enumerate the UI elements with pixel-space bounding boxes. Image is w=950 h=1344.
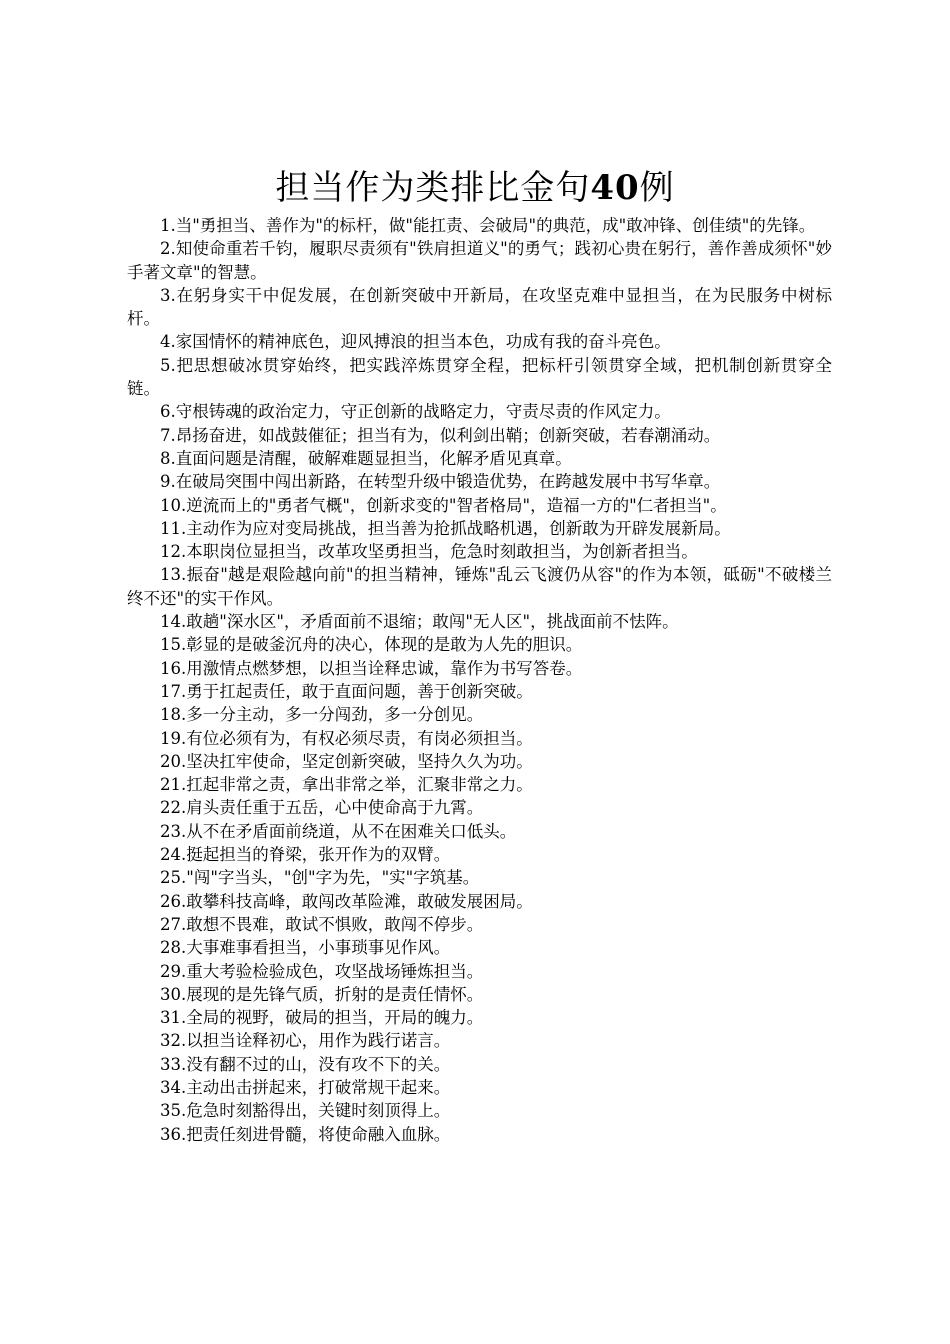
list-item: 23.从不在矛盾面前绕道，从不在困难关口低头。 [160,821,517,841]
list-item: 33.没有翻不过的山，没有攻不下的关。 [160,1054,451,1074]
list-item: 2.知使命重若千钧，履职尽责须有"铁肩担道义"的勇气；践初心贵在躬行，善作善成须怀"妙手著文章"的智慧。 [127,239,832,282]
list-item: 13.振奋"越是艰险越向前"的担当精神，锤炼"乱云飞渡仍从容"的作为本领，砥砺"不破楼兰终不还"的实干作风。 [127,565,832,608]
list-item: 31.全局的视野，破局的担当，开局的魄力。 [160,1008,484,1028]
list-item: 32.以担当诠释初心，用作为践行诺言。 [160,1031,451,1051]
list-item: 1.当"勇担当、善作为"的标杆，做"能扛责、会破局"的典范，成"敢冲锋、创佳绩"的先锋。 [160,216,816,235]
list-item: 30.展现的是先锋气质，折射的是责任情怀。 [160,984,484,1004]
list-item: 19.有位必须有为，有权必须尽责，有岗必须担当。 [160,728,533,748]
list-item: 10.逆流而上的"勇者气概"，创新求变的"智者格局"，造福一方的"仁者担当"。 [160,495,727,515]
list-item: 17.勇于扛起责任，敢于直面问题，善于创新突破。 [160,681,533,701]
list-item: 34.主动出击拼起来，打破常规干起来。 [160,1077,451,1097]
title-main: 担当作为类排比金句 [275,168,591,208]
list-item: 9.在破局突围中闯出新路，在转型升级中锻造优势，在跨越发展中书写华章。 [160,472,721,492]
title-number: 40 [590,168,640,208]
page-title [0,164,950,212]
title-suffix: 例 [639,168,675,208]
list-item: 27.敢想不畏难，敢试不惧败，敢闯不停步。 [160,914,484,934]
list-item: 7.昂扬奋进，如战鼓催征；担当有为，似利剑出鞘；创新突破，若春潮涌动。 [160,425,721,445]
list-item: 6.守根铸魂的政治定力，守正创新的战略定力，守责尽责的作风定力。 [160,402,671,422]
list-item: 18.多一分主动，多一分闯劲，多一分创见。 [160,705,484,725]
list-item: 28.大事难事看担当，小事琐事见作风。 [160,938,451,958]
list-item: 25."闯"字当头，"创"字为先，"实"字筑基。 [160,868,480,888]
list-item: 4.家国情怀的精神底色，迎风搏浪的担当本色，功成有我的奋斗亮色。 [160,332,671,352]
list-item: 22.肩头责任重于五岳，心中使命高于九霄。 [160,798,484,818]
list-item: 26.敢攀科技高峰，敢闯改革险滩，敢破发展困局。 [160,891,533,911]
list-item: 29.重大考验检验成色，攻坚战场锤炼担当。 [160,961,484,981]
list-item: 16.用激情点燃梦想，以担当诠释忠诚，靠作为书写答卷。 [160,658,583,678]
list-item: 5.把思想破冰贯穿始终，把实践淬炼贯穿全程，把标杆引领贯穿全域，把机制创新贯穿全链。 [127,355,832,399]
list-item: 14.敢趟"深水区"，矛盾面前不退缩；敢闯"无人区"，挑战面前不怯阵。 [160,612,679,632]
list-item: 3.在躬身实干中促发展，在创新突破中开新局，在攻坚克难中显担当，在为民服务中树标杆。 [127,285,832,329]
list-item: 15.彰显的是破釜沉舟的决心，体现的是敢为人先的胆识。 [160,635,583,655]
list-item: 8.直面问题是清醒，破解难题显担当，化解矛盾见真章。 [160,448,572,468]
list-item: 20.坚决扛牢使命，坚定创新突破，坚持久久为功。 [160,751,533,771]
list-item: 24.挺起担当的脊梁，张开作为的双臂。 [160,845,451,865]
list-item: 36.把责任刻进骨髓，将使命融入血脉。 [160,1124,451,1144]
list-item: 11.主动作为应对变局挑战，担当善为抢抓战略机遇，创新敢为开辟发展新局。 [160,518,731,538]
list-item: 21.扛起非常之责，拿出非常之举，汇聚非常之力。 [160,775,533,795]
list-item: 12.本职岗位显担当，改革攻坚勇担当，危急时刻敢担当，为创新者担当。 [160,542,698,562]
list-item: 35.危急时刻豁得出，关键时刻顶得上。 [160,1101,451,1121]
sentence-list [127,214,832,1146]
